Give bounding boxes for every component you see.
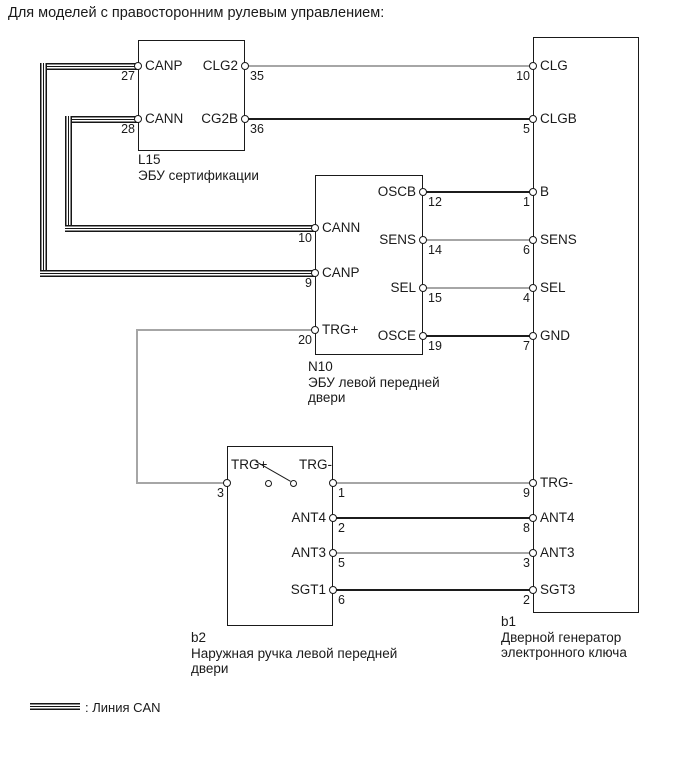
diagram-title: Для моделей с правосторонним рулевым управлением: [8,5,385,21]
pin-b2-3 [223,479,231,487]
pin-number-n10-15: 15 [428,291,442,305]
pin-l15-27 [134,62,142,70]
pin-number-l15-28: 28 [121,122,135,136]
pin-number-n10-19: 19 [428,339,442,353]
pin-number-b1-9: 9 [523,486,530,500]
pin-number-l15-27: 27 [121,69,135,83]
pin-number-n10-10: 10 [298,231,312,245]
component-label-b2: двери [191,661,229,676]
pin-label-n10-CANN: CANN [322,220,361,235]
can-line-segment [40,270,315,277]
pin-label-b1-B: B [540,184,550,199]
pin-number-b1-3: 3 [523,556,530,570]
wire-ant4-ant4 [332,517,534,519]
pin-b1-7 [529,332,537,340]
pin-number-b2-6: 6 [338,593,345,607]
wire-clg2-clg [244,65,534,67]
component-label-b2: b2 [191,630,207,645]
wire-trg-minus [332,482,534,484]
pin-b1-3 [529,549,537,557]
component-label-b1: Дверной генератор [501,629,622,645]
pin-label-l15-CG2B: CG2B [201,111,238,126]
pin-b2-2 [329,514,337,522]
pin-number-b2-1: 1 [338,486,345,500]
pin-number-b1-4: 4 [523,291,530,305]
pin-label-b1-ANT3: ANT3 [540,545,575,560]
component-label-b1: электронного ключа [501,645,627,660]
pin-label-n10-SENS: SENS [379,232,416,247]
pin-label-b2-ANT4: ANT4 [291,510,326,525]
component-box-l15 [138,40,245,151]
switch-label-TRG-: TRG- [299,457,332,472]
pin-label-b1-CLG: CLG [540,58,568,73]
component-label-n10: ЭБУ левой передней [308,374,440,390]
pin-number-b1-7: 7 [523,339,530,353]
pin-l15-28 [134,115,142,123]
can-line-segment [40,63,47,277]
pin-l15-35 [241,62,249,70]
can-line-swatch [30,703,80,710]
pin-b1-2 [529,586,537,594]
pin-b2-5 [329,549,337,557]
pin-number-b2-2: 2 [338,521,345,535]
pin-number-b1-10: 10 [516,69,530,83]
pin-label-b2-SGT1: SGT1 [290,582,326,597]
pin-label-n10-OSCE: OSCE [377,328,416,343]
pin-b2-1 [329,479,337,487]
pin-number-b1-6: 6 [523,243,530,257]
wire-trg-plus [136,329,138,484]
wire-sgt1-sgt3 [332,589,534,591]
legend-label: : Линия CAN [85,700,161,715]
pin-number-b2-3: 3 [217,486,224,500]
pin-label-b1-ANT4: ANT4 [540,510,575,525]
pin-number-b1-2: 2 [523,593,530,607]
pin-label-l15-CANN: CANN [145,111,184,126]
switch-label-TRG+: TRG+ [231,457,268,472]
pin-n10-15 [419,284,427,292]
pin-b1-10 [529,62,537,70]
component-label-n10: N10 [308,359,333,374]
wire-sel-sel [422,287,534,289]
wire-cg2b-clgb [244,118,534,120]
can-line-segment [65,225,315,232]
pin-b1-5 [529,115,537,123]
pin-label-n10-TRG+: TRG+ [322,322,359,337]
pin-number-b1-1: 1 [523,195,530,209]
wire-ant3-ant3 [332,552,534,554]
pin-n10-12 [419,188,427,196]
pin-n10-9 [311,269,319,277]
wire-oscb-b [422,191,534,193]
pin-b1-4 [529,284,537,292]
pin-n10-10 [311,224,319,232]
pin-b2-6 [329,586,337,594]
component-label-n10: двери [308,390,346,405]
component-box-b2 [227,446,333,626]
component-label-b1: b1 [501,614,517,629]
pin-n10-14 [419,236,427,244]
pin-number-b1-5: 5 [523,122,530,136]
pin-number-b1-8: 8 [523,521,530,535]
pin-label-b1-CLGB: CLGB [540,111,577,126]
pin-label-n10-CANP: CANP [322,265,360,280]
pin-label-b2-ANT3: ANT3 [291,545,326,560]
wire-trg-plus [136,329,316,331]
wire-sens-sens [422,239,534,241]
pin-number-b2-5: 5 [338,556,345,570]
pin-label-b1-SEL: SEL [540,280,566,295]
pin-number-n10-14: 14 [428,243,442,257]
pin-label-n10-SEL: SEL [390,280,416,295]
pin-b1-1 [529,188,537,196]
pin-b1-8 [529,514,537,522]
pin-number-n10-20: 20 [298,333,312,347]
pin-label-b1-TRG-: TRG- [540,475,573,490]
component-label-l15: L15 [138,152,161,167]
pin-number-n10-12: 12 [428,195,442,209]
pin-label-l15-CANP: CANP [145,58,183,73]
component-label-b2: Наружная ручка левой передней [191,645,398,661]
component-label-l15: ЭБУ сертификации [138,167,259,183]
pin-label-l15-CLG2: CLG2 [202,58,238,73]
pin-label-b1-SENS: SENS [540,232,577,247]
pin-number-n10-9: 9 [305,276,312,290]
wire-osce-gnd [422,335,534,337]
pin-b1-9 [529,479,537,487]
pin-n10-20 [311,326,319,334]
pin-number-l15-36: 36 [250,122,264,136]
pin-b1-6 [529,236,537,244]
pin-label-b1-SGT3: SGT3 [540,582,576,597]
pin-n10-19 [419,332,427,340]
switch-contact [265,480,272,487]
wire-trg-plus [136,482,228,484]
pin-l15-36 [241,115,249,123]
pin-label-b1-GND: GND [540,328,570,343]
can-line-segment [65,116,72,232]
pin-label-n10-OSCB: OSCB [377,184,416,199]
pin-number-l15-35: 35 [250,69,264,83]
